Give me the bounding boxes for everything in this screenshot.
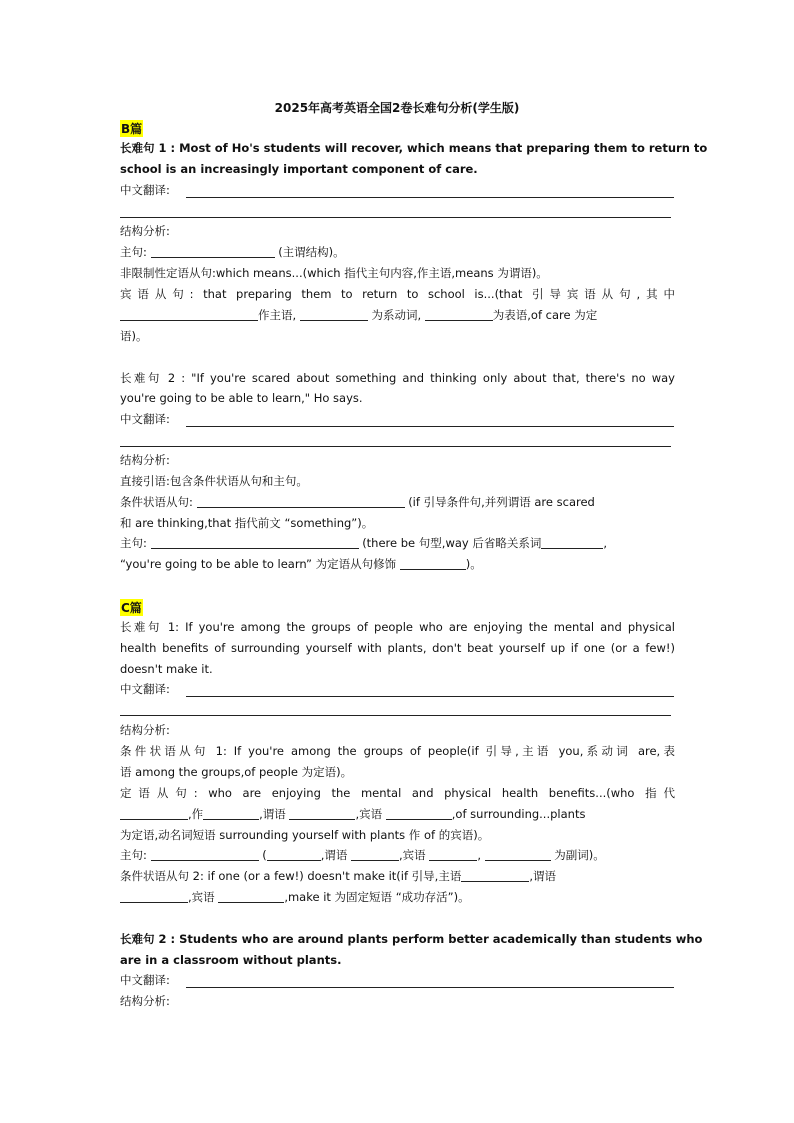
- b2-main-note: (there be 句型,way 后省略关系词: [362, 536, 542, 550]
- c1-attr-line3: 为定语,动名词短语 surrounding yourself with plants 作 of 的宾语)。: [120, 828, 490, 842]
- c1-cond1-line2: 语 among the groups,of people 为定语)。: [120, 765, 353, 779]
- b1-translation-label: 中文翻译:: [120, 183, 170, 197]
- c1-role-blank[interactable]: [203, 807, 259, 820]
- c1-cond2-predicate-blank[interactable]: [120, 890, 188, 903]
- b2-cond-note: (if 引导条件句,并列谓语 are scared: [408, 495, 595, 509]
- c1-cond1-line1: 条件状语从句 1: If you're among the groups of people(if 引导,主语 you,系动词 are,表: [120, 744, 675, 758]
- b2-translation-label: 中文翻译:: [120, 412, 170, 426]
- c1-cond3a: ,宾语: [188, 890, 215, 904]
- c1-predicate-blank[interactable]: [289, 807, 355, 820]
- b2-main2a: “you're going to be able to learn” 为定语从句修饰: [120, 557, 397, 571]
- b2-direct-speech: 直接引语:包含条件状语从句和主句。: [120, 474, 308, 488]
- b2-main-end: ,: [603, 536, 608, 550]
- c1-main-clause: [120, 848, 675, 862]
- b1-main-label: 主句:: [120, 245, 147, 259]
- c1-main-d: ,: [477, 848, 481, 862]
- b1-analysis-label: 结构分析:: [120, 224, 170, 238]
- c1-cond2-line1: [120, 869, 675, 883]
- c1-main-object-blank[interactable]: [429, 848, 477, 861]
- b1-verb-blank[interactable]: [300, 308, 368, 321]
- c1-cond2-subject-blank[interactable]: [461, 869, 529, 882]
- b1-translation-line: [186, 197, 674, 198]
- b2-cond-blank[interactable]: [197, 495, 405, 508]
- b2-main-blank[interactable]: [151, 536, 359, 549]
- c1-translation-line2: [120, 715, 671, 716]
- section-b-label: B篇: [121, 122, 143, 136]
- b2-main2b: )。: [465, 557, 482, 571]
- section-c-label: C篇: [121, 601, 142, 615]
- c1-analysis-label: 结构分析:: [120, 723, 170, 737]
- b1-obj2b: 为系动词,: [371, 308, 422, 322]
- b2-sentence-line1: 长难句 2 : "If you're scared about something and thinking only about that, there's no way: [120, 371, 675, 385]
- c1-translation-label: 中文翻译:: [120, 682, 170, 696]
- b2-condition-clause: [120, 495, 675, 509]
- b1-main-blank[interactable]: [151, 245, 275, 258]
- b2-main-clause: [120, 536, 675, 550]
- c1-attr2a: ,作: [188, 807, 204, 821]
- b1-main-clause: [120, 245, 675, 259]
- c1-object-blank[interactable]: [386, 807, 452, 820]
- b2-sentence-line2: you're going to be able to learn," Ho says.: [120, 391, 363, 405]
- b2-analysis-label: 结构分析:: [120, 453, 170, 467]
- c1-attr2c: ,宾语: [355, 807, 383, 821]
- b1-translation-line2: [120, 217, 671, 218]
- b1-object-clause-line1: 宾语从句: that preparing them to return to school is...(that 引导宾语从句,其中: [120, 287, 675, 301]
- b2-cond-label: 条件状语从句:: [120, 495, 193, 509]
- c1-translation-line: [186, 696, 674, 697]
- b1-obj2c: 为表语,of care 为定: [492, 308, 598, 322]
- b1-predicative-blank[interactable]: [425, 308, 493, 321]
- c1-sentence-line2: health benefits of surrounding yourself with plants, don't beat yourself up if one (or a few!): [120, 641, 675, 655]
- c1-cond2a: 条件状语从句 2: if one (or a few!) doesn't make it(if 引导,主语: [120, 869, 462, 883]
- b1-sentence-line1: 长难句 1 : Most of Ho's students will recover, which means that preparing them to return to: [120, 141, 708, 155]
- c1-main-a: (: [262, 848, 267, 862]
- c1-attr2d: ,of surrounding...plants: [451, 807, 586, 821]
- c1-cond2-object-blank[interactable]: [218, 890, 284, 903]
- b1-main-note: (主谓结构)。: [278, 245, 345, 259]
- b2-translation-line2: [120, 446, 671, 447]
- c2-analysis-label: 结构分析:: [120, 994, 170, 1008]
- c2-sentence-line2: are in a classroom without plants.: [120, 953, 342, 967]
- b1-object-clause-line3: 语)。: [120, 329, 148, 343]
- c1-main-blank[interactable]: [151, 848, 259, 861]
- document-title: 2025年高考英语全国2卷长难句分析(学生版): [274, 101, 520, 115]
- b1-nonrestrictive: 非限制性定语从句:which means...(which 指代主句内容,作主语,means 为谓语)。: [120, 266, 548, 280]
- b2-condition-line2: 和 are thinking,that 指代前文 “something”)。: [120, 516, 374, 530]
- c1-main-b: ,谓语: [320, 848, 348, 862]
- b1-obj2a: 作主语,: [258, 308, 297, 322]
- b2-main-label: 主句:: [120, 536, 147, 550]
- c1-subject-blank[interactable]: [267, 848, 321, 861]
- c1-attr-line2: [120, 807, 675, 821]
- c1-sentence-line3: doesn't make it.: [120, 662, 213, 676]
- c1-cond2b: ,谓语: [529, 869, 556, 883]
- c1-attr-line1: 定语从句: who are enjoying the mental and physical health benefits...(who 指代: [120, 786, 675, 800]
- c1-main-predicate-blank[interactable]: [351, 848, 399, 861]
- b2-modify-blank[interactable]: [400, 557, 466, 570]
- c1-sentence-line1: 长难句 1: If you're among the groups of people who are enjoying the mental and physical: [120, 620, 675, 634]
- c1-main-label: 主句:: [120, 848, 147, 862]
- c2-translation-label: 中文翻译:: [120, 973, 170, 987]
- c2-sentence-line1: 长难句 2 : Students who are around plants perform better academically than students who: [120, 932, 703, 946]
- c1-main-c: ,宾语: [399, 848, 426, 862]
- c2-translation-line: [186, 987, 674, 988]
- c1-adverb-blank[interactable]: [485, 848, 551, 861]
- b2-relative-blank[interactable]: [541, 536, 603, 549]
- b2-main-line2: [120, 557, 675, 571]
- c1-main-e: 为副词)。: [554, 848, 605, 862]
- c1-cond3b: ,make it 为固定短语 “成功存活”)。: [284, 890, 470, 904]
- c1-attr2b: ,谓语: [259, 807, 286, 821]
- c1-cond2-line2: [120, 890, 675, 904]
- b1-subject-blank[interactable]: [120, 308, 258, 321]
- b1-object-clause-line2: [120, 308, 675, 322]
- c1-antecedent-blank[interactable]: [120, 807, 188, 820]
- b1-sentence-line2: school is an increasingly important component of care.: [120, 162, 478, 176]
- b2-translation-line: [186, 426, 674, 427]
